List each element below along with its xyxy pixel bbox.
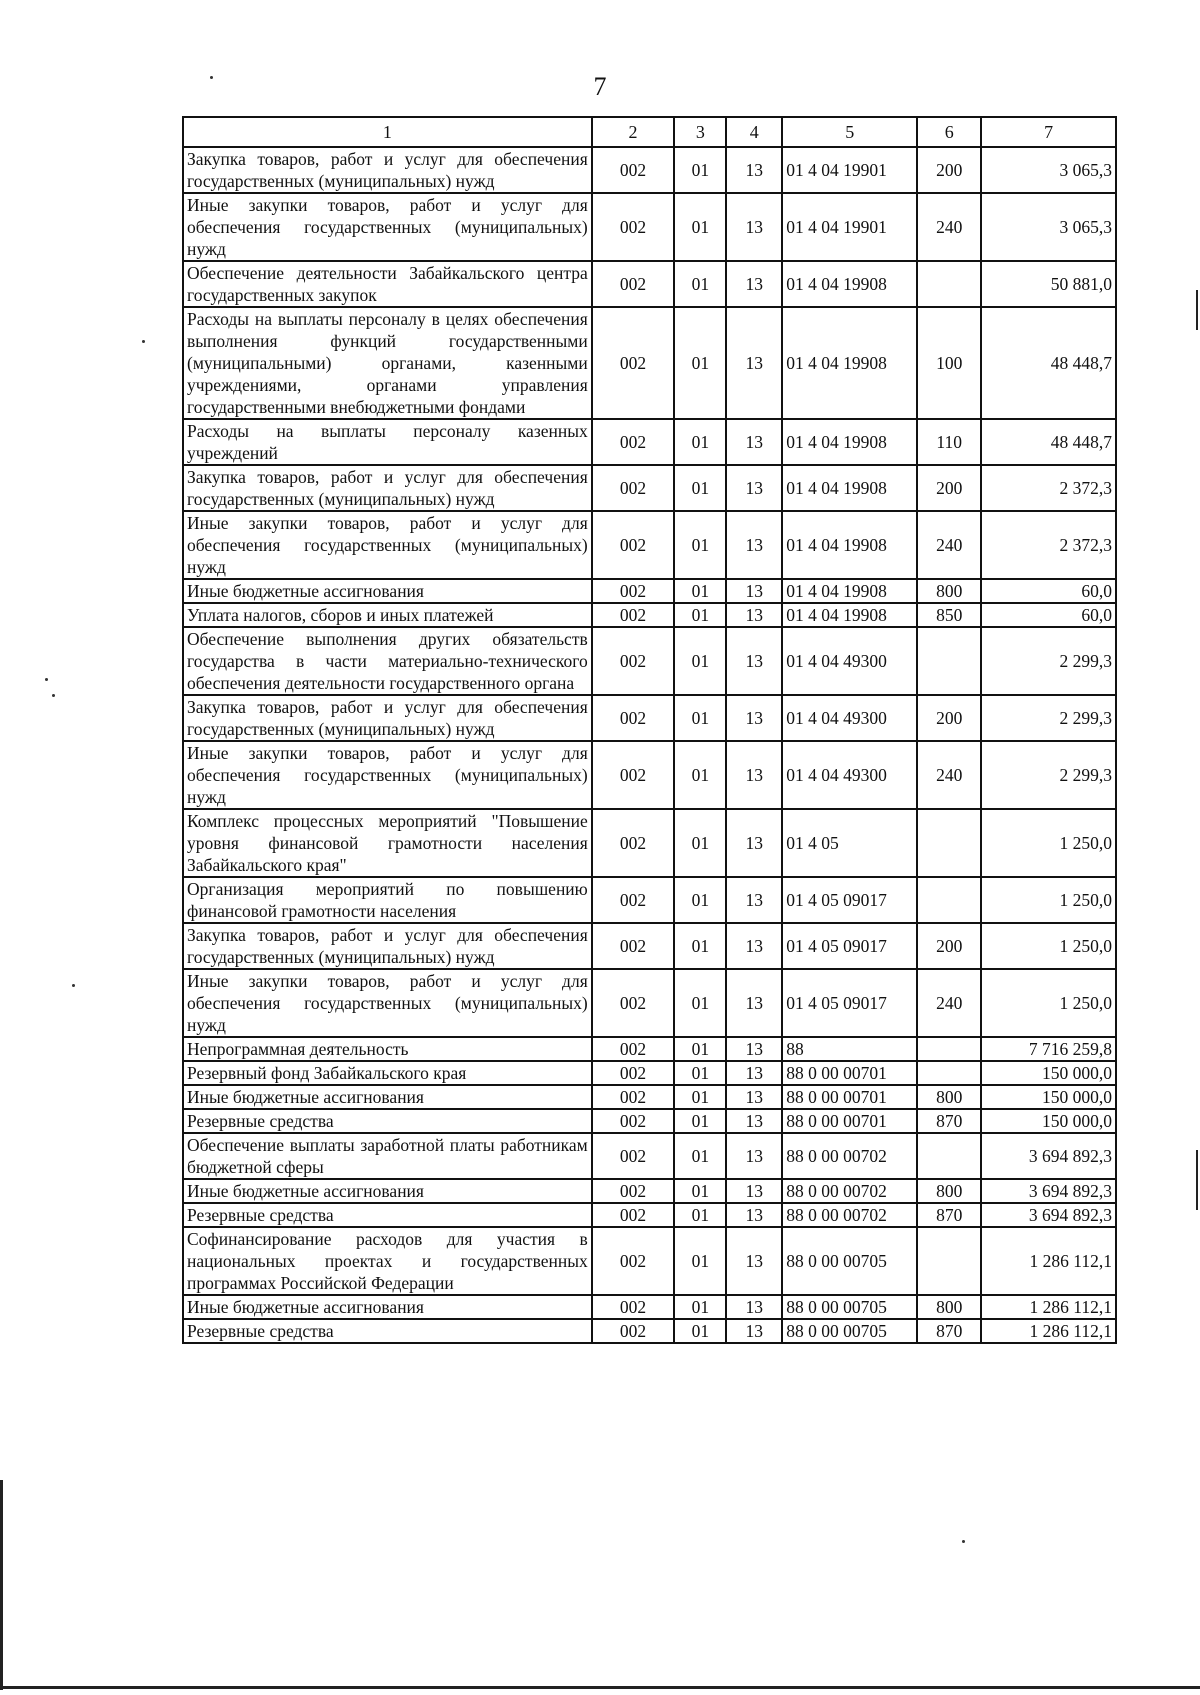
row-col-2: 002 — [592, 261, 675, 307]
row-col-3: 01 — [674, 1295, 726, 1319]
row-col-3: 01 — [674, 1109, 726, 1133]
row-col-3: 01 — [674, 1085, 726, 1109]
row-name: Закупка товаров, работ и услуг для обеспечения государственных (муниципальных) нужд — [183, 923, 592, 969]
scan-edge-left — [0, 1480, 3, 1690]
row-col-5: 88 0 00 00701 — [782, 1061, 917, 1085]
row-col-6: 200 — [917, 695, 981, 741]
row-col-6: 240 — [917, 969, 981, 1037]
row-col-6 — [917, 261, 981, 307]
row-col-4: 13 — [726, 1085, 782, 1109]
row-name: Обеспечение выплаты заработной платы работникам бюджетной сферы — [183, 1133, 592, 1179]
row-col-5: 88 — [782, 1037, 917, 1061]
row-col-6 — [917, 1133, 981, 1179]
row-name: Резервные средства — [183, 1203, 592, 1227]
row-name: Уплата налогов, сборов и иных платежей — [183, 603, 592, 627]
row-col-7: 2 299,3 — [981, 741, 1116, 809]
row-col-3: 01 — [674, 969, 726, 1037]
table-row — [183, 741, 1116, 809]
row-col-7: 7 716 259,8 — [981, 1037, 1116, 1061]
row-col-2: 002 — [592, 147, 675, 193]
row-col-5: 01 4 04 19908 — [782, 307, 917, 419]
row-col-7: 1 250,0 — [981, 809, 1116, 877]
row-col-4: 13 — [726, 1295, 782, 1319]
row-col-5: 01 4 05 09017 — [782, 969, 917, 1037]
row-name: Резервные средства — [183, 1319, 592, 1343]
row-col-6: 240 — [917, 741, 981, 809]
table-row — [183, 193, 1116, 261]
row-col-7: 2 372,3 — [981, 465, 1116, 511]
row-col-6: 100 — [917, 307, 981, 419]
row-col-4: 13 — [726, 1109, 782, 1133]
row-name: Софинансирование расходов для участия в национальных проектах и государственных программах Российской Федерации — [183, 1227, 592, 1295]
row-col-6: 200 — [917, 923, 981, 969]
row-name: Организация мероприятий по повышению финансовой грамотности населения — [183, 877, 592, 923]
row-name: Закупка товаров, работ и услуг для обеспечения государственных (муниципальных) нужд — [183, 465, 592, 511]
row-col-2: 002 — [592, 579, 675, 603]
table-row — [183, 969, 1116, 1037]
row-col-4: 13 — [726, 419, 782, 465]
row-col-5: 01 4 05 — [782, 809, 917, 877]
row-col-2: 002 — [592, 1061, 675, 1085]
scan-dot — [45, 678, 48, 681]
table-row — [183, 419, 1116, 465]
row-col-7: 3 694 892,3 — [981, 1133, 1116, 1179]
row-col-2: 002 — [592, 1109, 675, 1133]
table-row — [183, 603, 1116, 627]
row-col-5: 01 4 04 49300 — [782, 627, 917, 695]
row-col-3: 01 — [674, 1037, 726, 1061]
row-col-3: 01 — [674, 809, 726, 877]
row-name: Обеспечение выполнения других обязательств государства в части материально-технического обеспечения деятельности государственного органа — [183, 627, 592, 695]
row-name: Иные бюджетные ассигнования — [183, 1085, 592, 1109]
row-col-4: 13 — [726, 923, 782, 969]
row-col-5: 01 4 04 19908 — [782, 603, 917, 627]
row-col-6: 200 — [917, 147, 981, 193]
row-col-5: 01 4 04 49300 — [782, 695, 917, 741]
row-col-2: 002 — [592, 419, 675, 465]
row-col-3: 01 — [674, 579, 726, 603]
row-col-2: 002 — [592, 1319, 675, 1343]
row-col-3: 01 — [674, 511, 726, 579]
scan-dot — [210, 76, 213, 79]
row-col-5: 01 4 04 49300 — [782, 741, 917, 809]
row-name: Резервные средства — [183, 1109, 592, 1133]
row-col-7: 150 000,0 — [981, 1061, 1116, 1085]
row-col-6 — [917, 877, 981, 923]
row-col-2: 002 — [592, 465, 675, 511]
row-col-6 — [917, 809, 981, 877]
row-name: Иные бюджетные ассигнования — [183, 1295, 592, 1319]
row-col-4: 13 — [726, 261, 782, 307]
table-row — [183, 465, 1116, 511]
header-col-6: 6 — [917, 117, 981, 147]
table-row — [183, 1133, 1116, 1179]
header-col-4: 4 — [726, 117, 782, 147]
table-body — [183, 147, 1116, 1343]
scan-edge-bottom — [0, 1686, 1200, 1689]
row-col-5: 88 0 00 00701 — [782, 1085, 917, 1109]
header-col-5: 5 — [782, 117, 917, 147]
table-row — [183, 147, 1116, 193]
table-row — [183, 1037, 1116, 1061]
row-col-5: 88 0 00 00705 — [782, 1295, 917, 1319]
row-col-7: 48 448,7 — [981, 307, 1116, 419]
scan-edge-right-mid — [1196, 1150, 1198, 1210]
row-col-7: 50 881,0 — [981, 261, 1116, 307]
scan-edge-right-top — [1196, 290, 1198, 330]
row-col-7: 3 065,3 — [981, 193, 1116, 261]
row-col-7: 2 299,3 — [981, 627, 1116, 695]
row-col-7: 1 286 112,1 — [981, 1295, 1116, 1319]
row-col-6: 200 — [917, 465, 981, 511]
row-col-3: 01 — [674, 307, 726, 419]
row-name: Закупка товаров, работ и услуг для обеспечения государственных (муниципальных) нужд — [183, 695, 592, 741]
row-col-2: 002 — [592, 627, 675, 695]
row-col-3: 01 — [674, 603, 726, 627]
table-row — [183, 1203, 1116, 1227]
row-col-2: 002 — [592, 923, 675, 969]
row-col-5: 01 4 04 19908 — [782, 579, 917, 603]
row-col-2: 002 — [592, 969, 675, 1037]
row-col-6 — [917, 627, 981, 695]
row-col-7: 60,0 — [981, 603, 1116, 627]
row-col-2: 002 — [592, 1203, 675, 1227]
row-col-5: 88 0 00 00702 — [782, 1203, 917, 1227]
row-col-5: 01 4 04 19901 — [782, 193, 917, 261]
row-col-7: 60,0 — [981, 579, 1116, 603]
row-col-5: 88 0 00 00702 — [782, 1179, 917, 1203]
row-name: Обеспечение деятельности Забайкальского центра государственных закупок — [183, 261, 592, 307]
table-row — [183, 1319, 1116, 1343]
row-col-6 — [917, 1227, 981, 1295]
row-col-2: 002 — [592, 741, 675, 809]
table-row — [183, 579, 1116, 603]
table-row — [183, 511, 1116, 579]
row-col-6: 110 — [917, 419, 981, 465]
row-col-4: 13 — [726, 1133, 782, 1179]
row-col-5: 88 0 00 00705 — [782, 1227, 917, 1295]
header-col-3: 3 — [674, 117, 726, 147]
row-name: Непрограммная деятельность — [183, 1037, 592, 1061]
row-col-3: 01 — [674, 1227, 726, 1295]
row-name: Иные бюджетные ассигнования — [183, 1179, 592, 1203]
row-col-7: 1 286 112,1 — [981, 1227, 1116, 1295]
row-col-3: 01 — [674, 741, 726, 809]
row-name: Иные бюджетные ассигнования — [183, 579, 592, 603]
row-col-7: 3 694 892,3 — [981, 1203, 1116, 1227]
row-col-4: 13 — [726, 579, 782, 603]
row-col-2: 002 — [592, 193, 675, 261]
header-col-1: 1 — [183, 117, 592, 147]
scan-dot — [52, 694, 55, 697]
scan-dot — [962, 1540, 965, 1543]
table-row — [183, 261, 1116, 307]
row-name: Расходы на выплаты персоналу казенных учреждений — [183, 419, 592, 465]
row-col-6: 240 — [917, 511, 981, 579]
budget-table — [182, 116, 1117, 1344]
table-row — [183, 1085, 1116, 1109]
row-col-5: 01 4 04 19908 — [782, 511, 917, 579]
row-col-5: 01 4 05 09017 — [782, 923, 917, 969]
row-name: Иные закупки товаров, работ и услуг для обеспечения государственных (муниципальных) нужд — [183, 741, 592, 809]
row-col-7: 1 250,0 — [981, 969, 1116, 1037]
row-name: Закупка товаров, работ и услуг для обеспечения государственных (муниципальных) нужд — [183, 147, 592, 193]
row-col-7: 150 000,0 — [981, 1109, 1116, 1133]
row-col-2: 002 — [592, 1179, 675, 1203]
row-col-7: 3 065,3 — [981, 147, 1116, 193]
row-col-7: 48 448,7 — [981, 419, 1116, 465]
row-col-3: 01 — [674, 419, 726, 465]
row-col-6: 240 — [917, 193, 981, 261]
table-row — [183, 627, 1116, 695]
row-col-6 — [917, 1037, 981, 1061]
row-col-7: 2 372,3 — [981, 511, 1116, 579]
row-col-4: 13 — [726, 969, 782, 1037]
row-col-6 — [917, 1061, 981, 1085]
table-row — [183, 307, 1116, 419]
row-col-6: 800 — [917, 579, 981, 603]
row-col-3: 01 — [674, 465, 726, 511]
row-name: Иные закупки товаров, работ и услуг для обеспечения государственных (муниципальных) нужд — [183, 193, 592, 261]
row-col-5: 01 4 04 19908 — [782, 419, 917, 465]
row-col-4: 13 — [726, 1227, 782, 1295]
row-col-5: 88 0 00 00701 — [782, 1109, 917, 1133]
row-col-2: 002 — [592, 1295, 675, 1319]
row-col-4: 13 — [726, 147, 782, 193]
row-col-2: 002 — [592, 603, 675, 627]
table-row — [183, 1061, 1116, 1085]
row-col-5: 88 0 00 00705 — [782, 1319, 917, 1343]
table-row — [183, 1179, 1116, 1203]
row-col-7: 1 286 112,1 — [981, 1319, 1116, 1343]
row-col-6: 870 — [917, 1203, 981, 1227]
table-row — [183, 1295, 1116, 1319]
row-col-4: 13 — [726, 603, 782, 627]
row-col-7: 2 299,3 — [981, 695, 1116, 741]
row-col-4: 13 — [726, 695, 782, 741]
row-name: Комплекс процессных мероприятий "Повышение уровня финансовой грамотности населения Забайкальского края" — [183, 809, 592, 877]
row-col-3: 01 — [674, 627, 726, 695]
row-col-2: 002 — [592, 877, 675, 923]
row-col-2: 002 — [592, 307, 675, 419]
row-col-3: 01 — [674, 1203, 726, 1227]
row-col-4: 13 — [726, 741, 782, 809]
row-col-2: 002 — [592, 809, 675, 877]
row-col-6: 870 — [917, 1109, 981, 1133]
row-col-2: 002 — [592, 511, 675, 579]
row-col-4: 13 — [726, 809, 782, 877]
row-col-5: 88 0 00 00702 — [782, 1133, 917, 1179]
table-row — [183, 923, 1116, 969]
row-col-4: 13 — [726, 1179, 782, 1203]
row-col-4: 13 — [726, 307, 782, 419]
row-col-2: 002 — [592, 1227, 675, 1295]
table-header-row — [183, 117, 1116, 147]
header-col-7: 7 — [981, 117, 1116, 147]
row-name: Иные закупки товаров, работ и услуг для обеспечения государственных (муниципальных) нужд — [183, 969, 592, 1037]
row-col-6: 800 — [917, 1179, 981, 1203]
row-col-6: 800 — [917, 1085, 981, 1109]
row-col-3: 01 — [674, 877, 726, 923]
page-number: 7 — [593, 72, 607, 101]
row-col-2: 002 — [592, 1085, 675, 1109]
row-col-4: 13 — [726, 1061, 782, 1085]
row-col-3: 01 — [674, 193, 726, 261]
row-col-4: 13 — [726, 465, 782, 511]
row-col-7: 150 000,0 — [981, 1085, 1116, 1109]
row-col-3: 01 — [674, 261, 726, 307]
row-col-4: 13 — [726, 1037, 782, 1061]
scan-dot — [142, 340, 145, 343]
row-col-3: 01 — [674, 1319, 726, 1343]
row-col-4: 13 — [726, 511, 782, 579]
row-col-5: 01 4 05 09017 — [782, 877, 917, 923]
row-col-4: 13 — [726, 877, 782, 923]
row-col-3: 01 — [674, 1133, 726, 1179]
row-col-7: 1 250,0 — [981, 923, 1116, 969]
row-col-3: 01 — [674, 695, 726, 741]
row-col-3: 01 — [674, 1061, 726, 1085]
scan-dot — [72, 984, 75, 987]
row-col-4: 13 — [726, 627, 782, 695]
row-name: Расходы на выплаты персоналу в целях обеспечения выполнения функций государственными (муниципальными) органами, казенными учреждениями, органами управления государственными внебюджетными фондами — [183, 307, 592, 419]
row-col-3: 01 — [674, 147, 726, 193]
row-name: Резервный фонд Забайкальского края — [183, 1061, 592, 1085]
table-row — [183, 809, 1116, 877]
header-col-2: 2 — [592, 117, 675, 147]
row-col-4: 13 — [726, 193, 782, 261]
row-col-2: 002 — [592, 1037, 675, 1061]
row-col-5: 01 4 04 19908 — [782, 261, 917, 307]
row-col-6: 850 — [917, 603, 981, 627]
row-col-2: 002 — [592, 1133, 675, 1179]
row-col-2: 002 — [592, 695, 675, 741]
table-row — [183, 1109, 1116, 1133]
row-col-7: 1 250,0 — [981, 877, 1116, 923]
row-col-5: 01 4 04 19901 — [782, 147, 917, 193]
row-col-3: 01 — [674, 1179, 726, 1203]
row-col-6: 870 — [917, 1319, 981, 1343]
row-col-7: 3 694 892,3 — [981, 1179, 1116, 1203]
table-row — [183, 695, 1116, 741]
row-col-3: 01 — [674, 923, 726, 969]
row-col-4: 13 — [726, 1319, 782, 1343]
row-col-6: 800 — [917, 1295, 981, 1319]
row-col-5: 01 4 04 19908 — [782, 465, 917, 511]
row-col-4: 13 — [726, 1203, 782, 1227]
table-row — [183, 1227, 1116, 1295]
table-row — [183, 877, 1116, 923]
row-name: Иные закупки товаров, работ и услуг для обеспечения государственных (муниципальных) нужд — [183, 511, 592, 579]
